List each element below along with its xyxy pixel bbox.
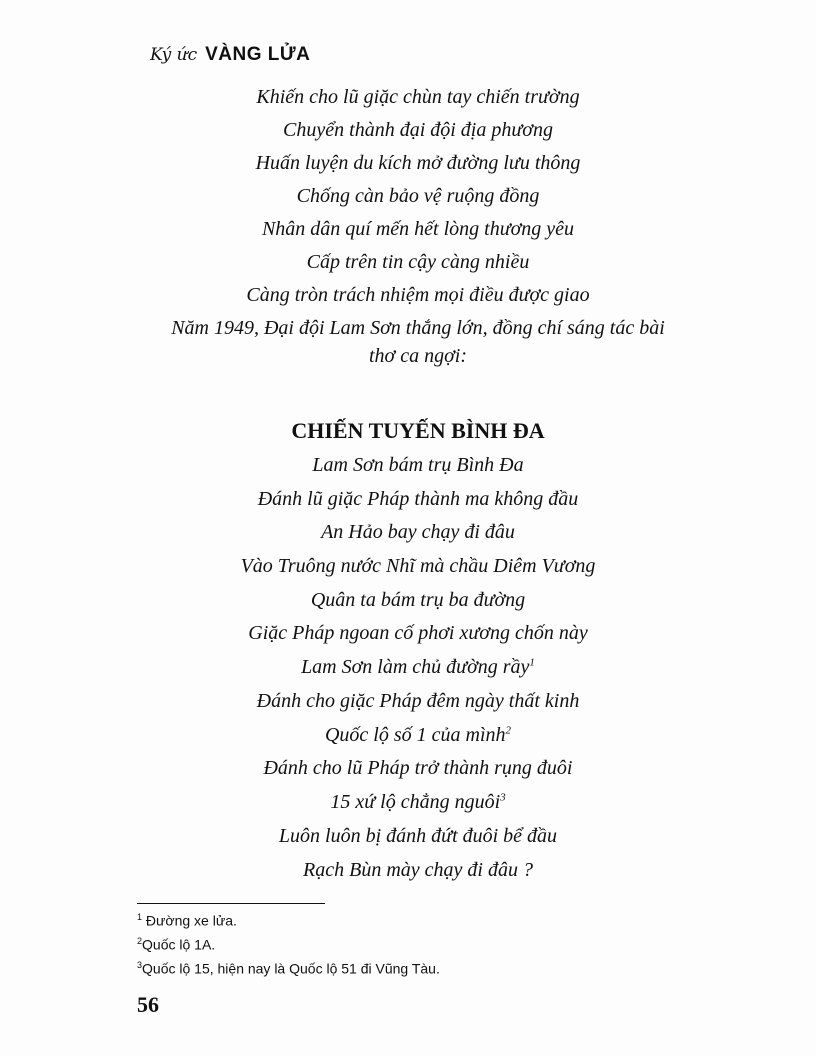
poem-line: Lam Sơn bám trụ Bình Đa [312,454,524,476]
poem-title: CHIẾN TUYẾN BÌNH ĐA [291,418,545,443]
running-header [150,44,310,66]
poem-line: Đánh lũ giặc Pháp thành ma không đầu [257,488,579,510]
poem-line: Rạch Bùn mày chạy đi đâu ? [303,859,533,881]
page-number: 56 [137,992,159,1017]
poem-line: Giặc Pháp ngoan cố phơi xương chốn này [248,622,588,644]
footnote: $^2$Quốc lộ 1A. [137,936,216,953]
poem-line: Nhân dân quí mến hết lòng thương yêu [261,218,575,240]
poem-line: Quốc lộ số 1 của mình$^2$ [324,724,512,746]
footnote: $^1$ Đường xe lửa. [137,912,237,929]
footnote-divider [137,903,325,904]
poem-line: Quân ta bám trụ ba đường [310,589,526,611]
header-script: Ký ức [150,45,198,65]
poem-line: Chống càn bảo vệ ruộng đồng [296,185,540,207]
poem-line: Cấp trên tin cậy càng nhiều [306,251,530,273]
footnote: $^3$Quốc lộ 15, hiện nay là Quốc lộ 51 đi Vũng Tàu. [137,960,440,977]
poem-line: Vào Truông nước Nhĩ mà chầu Diêm Vương [240,555,596,577]
poem-line: Chuyển thành đại đội địa phương [283,119,553,141]
header-title: VÀNG LỬA [205,44,311,65]
poem-line: Càng tròn trách nhiệm mọi điều được giao [246,284,590,306]
poem-line: Khiến cho lũ giặc chùn tay chiến trường [256,86,580,108]
prose-line: Năm 1949, Đại đội Lam Sơn thắng lớn, đồng chí sáng tác bài [171,317,665,339]
poem-line: Lam Sơn làm chủ đường rầy$^1$ [301,656,535,678]
poem-line: Luôn luôn bị đánh đứt đuôi bể đầu [278,825,558,847]
poem-line: Đánh cho giặc Pháp đêm ngày thất kinh [256,690,580,712]
prose-line: thơ ca ngợi: [369,345,467,367]
poem-line: Huấn luyện du kích mở đường lưu thông [255,152,581,174]
poem-line: Đánh cho lũ Pháp trở thành rụng đuôi [263,757,573,779]
poem-line: 15 xứ lộ chẳng nguôi$^3$ [330,791,506,813]
poem-line: An Hảo bay chạy đi đâu [321,521,515,543]
